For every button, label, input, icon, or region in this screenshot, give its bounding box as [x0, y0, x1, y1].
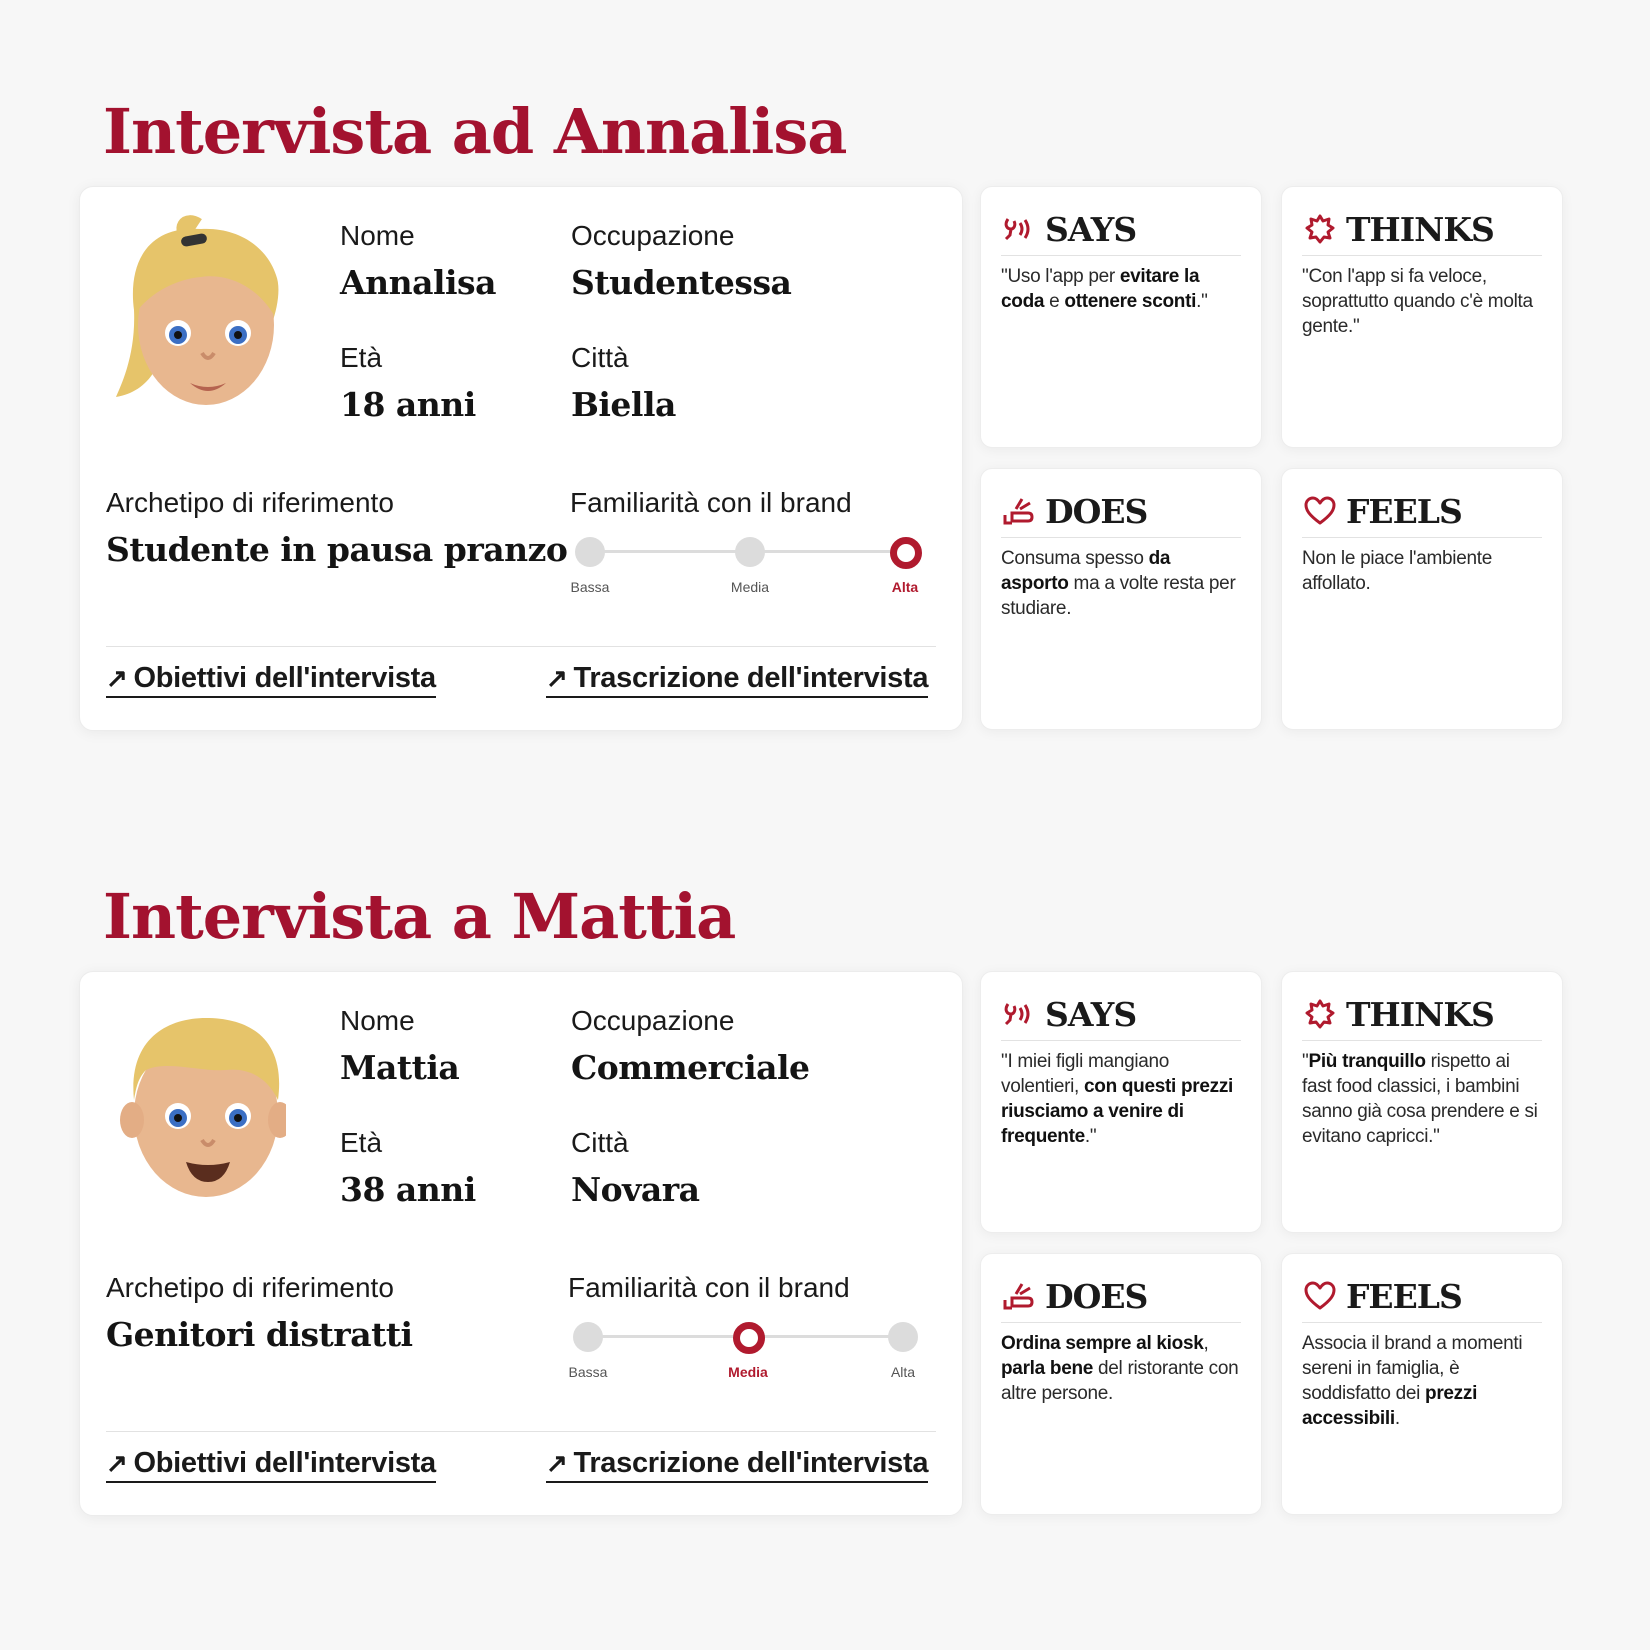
level-dot-low	[573, 1322, 603, 1352]
hand-action-icon	[1001, 1279, 1037, 1313]
city-value: Novara	[571, 1170, 700, 1209]
archetype-label: Archetipo di riferimento	[106, 487, 394, 518]
occupation-label: Occupazione	[571, 1005, 735, 1036]
heart-icon	[1302, 1279, 1338, 1313]
objectives-link[interactable]	[106, 1447, 436, 1483]
does-card	[980, 1253, 1262, 1515]
familiarity-label: Familiarità con il brand	[568, 1272, 850, 1303]
age-label: Età	[340, 1127, 383, 1158]
archetype-value: Genitori distratti	[106, 1315, 413, 1354]
occupation-label: Occupazione	[571, 220, 735, 251]
name-label: Nome	[340, 220, 415, 251]
says-text: "I miei figli mangiano volentieri, con questi prezzi riusciamo a venire di frequente."	[1001, 1051, 1234, 1147]
speaking-head-icon	[1001, 997, 1037, 1031]
age-value: 38 anni	[340, 1170, 476, 1209]
section-title: Intervista ad Annalisa	[103, 95, 847, 168]
level-dot-high	[890, 537, 922, 569]
level-label-high: Alta	[890, 1364, 916, 1380]
feels-text: Non le piace l'ambiente affollato.	[1302, 548, 1493, 594]
city-value: Biella	[571, 385, 676, 424]
level-label-mid: Media	[728, 1364, 768, 1380]
speaking-head-icon	[1001, 212, 1037, 246]
name-value: Annalisa	[340, 263, 497, 302]
level-label-low: Bassa	[570, 579, 610, 595]
arrow-up-right-icon: ↗	[106, 1448, 128, 1478]
occupation-value: Commerciale	[571, 1048, 810, 1087]
does-text: Ordina sempre al kiosk, parla bene del ristorante con altre persone.	[1001, 1333, 1239, 1404]
feels-title: FEELS	[1346, 491, 1462, 531]
city-label: Città	[571, 342, 629, 373]
says-text: "Uso l'app per evitare la coda e ottenere sconti."	[1001, 266, 1208, 312]
familiarity-label: Familiarità con il brand	[570, 487, 852, 518]
objectives-link-label: Obiettivi dell'intervista	[133, 1447, 436, 1479]
thinks-card	[1281, 971, 1563, 1233]
name-label: Nome	[340, 1005, 415, 1036]
does-title: DOES	[1045, 1276, 1148, 1316]
city-label: Città	[571, 1127, 629, 1158]
arrow-up-right-icon: ↗	[546, 663, 568, 693]
objectives-link[interactable]	[106, 662, 436, 698]
age-label: Età	[340, 342, 383, 373]
thinks-text: "Più tranquillo rispetto ai fast food classici, i bambini sanno già cosa prendere e si evitano capricci."	[1302, 1051, 1538, 1147]
does-text: Consuma spesso da asporto ma a volte resta per studiare.	[1001, 548, 1236, 619]
transcript-link-label: Trascrizione dell'intervista	[573, 662, 929, 694]
thinks-card	[1281, 186, 1563, 448]
level-dot-low	[575, 537, 605, 567]
says-title: SAYS	[1045, 209, 1137, 249]
feels-card	[1281, 1253, 1563, 1515]
feels-title: FEELS	[1346, 1276, 1462, 1316]
level-label-high: Alta	[891, 579, 919, 595]
transcript-link[interactable]	[546, 1447, 928, 1483]
transcript-link-label: Trascrizione dell'intervista	[573, 1447, 929, 1479]
familiarity-scale	[570, 487, 930, 607]
thought-icon	[1302, 212, 1338, 246]
arrow-up-right-icon: ↗	[106, 663, 128, 693]
archetype-value: Studente in pausa pranzo	[106, 530, 568, 569]
level-label-low: Bassa	[568, 1364, 608, 1380]
thinks-text: "Con l'app si fa veloce, soprattutto quando c'è molta gente."	[1302, 266, 1533, 337]
level-dot-mid	[735, 537, 765, 567]
thought-icon	[1302, 997, 1338, 1031]
profile-card	[79, 971, 963, 1516]
transcript-link[interactable]	[546, 662, 928, 698]
familiarity-scale	[568, 1272, 928, 1392]
feels-text: Associa il brand a momenti sereni in famiglia, è soddisfatto dei prezzi accessibili.	[1302, 1333, 1523, 1429]
objectives-link-label: Obiettivi dell'intervista	[133, 662, 436, 694]
card-divider	[106, 1431, 936, 1432]
heart-icon	[1302, 494, 1338, 528]
does-card	[980, 468, 1262, 730]
hand-action-icon	[1001, 494, 1037, 528]
says-title: SAYS	[1045, 994, 1137, 1034]
feels-card	[1281, 468, 1563, 730]
profile-card	[79, 186, 963, 731]
woman-avatar-icon	[106, 215, 286, 415]
level-dot-high	[888, 1322, 918, 1352]
archetype-label: Archetipo di riferimento	[106, 1272, 394, 1303]
section-title: Intervista a Mattia	[103, 880, 736, 953]
occupation-value: Studentessa	[571, 263, 792, 302]
says-card	[980, 971, 1262, 1233]
man-avatar-icon	[106, 1000, 286, 1200]
arrow-up-right-icon: ↗	[546, 1448, 568, 1478]
thinks-title: THINKS	[1346, 994, 1494, 1034]
says-card	[980, 186, 1262, 448]
age-value: 18 anni	[340, 385, 476, 424]
level-label-mid: Media	[730, 579, 770, 595]
name-value: Mattia	[340, 1048, 460, 1087]
does-title: DOES	[1045, 491, 1148, 531]
thinks-title: THINKS	[1346, 209, 1494, 249]
level-dot-mid	[733, 1322, 765, 1354]
card-divider	[106, 646, 936, 647]
